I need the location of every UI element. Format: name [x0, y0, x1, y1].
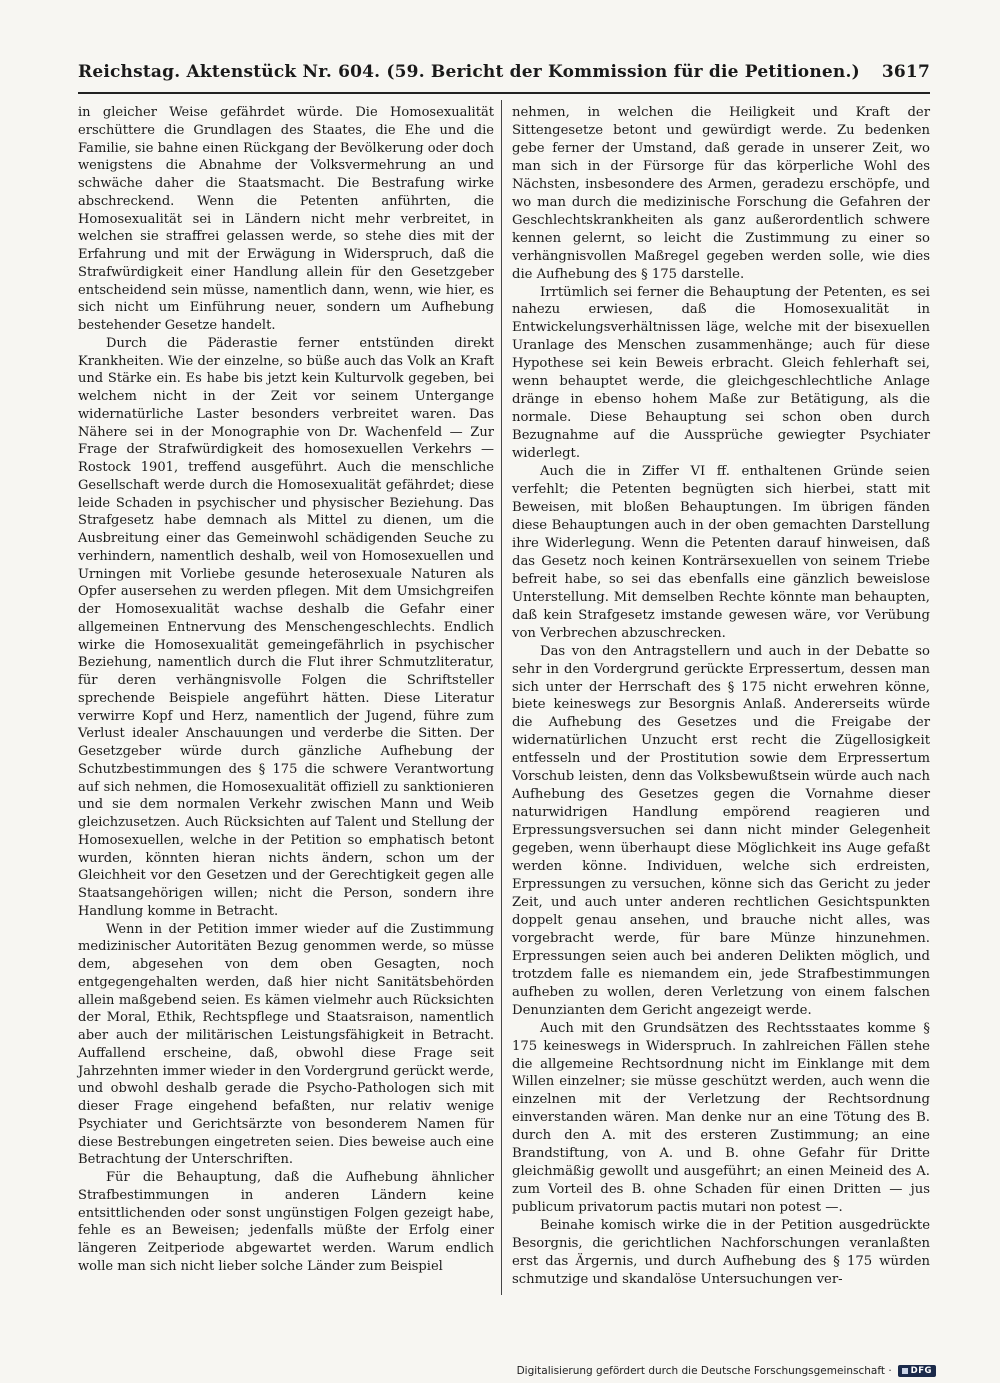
header-title: Reichstag. Aktenstück Nr. 604. (59. Bericht der Kommission für die Petitionen.): [78, 62, 860, 82]
paragraph: Durch die Päderastie ferner entstünden direkt Krankheiten. Wie der einzelne, so büße auch das Volk an Kraft und Stärke ein. Es habe bis jetzt kein Kulturvolk gegeben, bei welchem nicht in der Zeit vor seinem Untergange widernatürliche Laster besonders verbreitet waren. Das Nähere sei in der Monographie von Dr. Wachenfeld — Zur Frage der Strafwürdigkeit des homosexuellen Verkehrs — Rostock 1901, treffend ausgeführt. Auch die menschliche Gesellschaft werde durch die Homosexualität gefährdet; diese leide Schaden in psychischer und physischer Beziehung. Das Strafgesetz habe demnach als Mittel zu dienen, um die Ausbreitung einer das Gemeinwohl schädigenden Seuche zu verhindern, namentlich deshalb, weil von Homosexuellen und Urningen mit Vorliebe gesunde heterosexuale Naturen als Opfer ausersehen zu werden pflegen. Mit dem Umsichgreifen der Homosexualität wachse deshalb die Gefahr einer allgemeinen Entnervung des Menschengeschlechts. Endlich wirke die Homosexualität gemeingefährlich in psychischer Beziehung, namentlich durch die Flut ihrer Schmutzliteratur, für deren verhängnisvolle Folgen die Schriftsteller sprechende Beispiele angeführt hätten. Diese Literatur verwirre Kopf und Herz, namentlich der Jugend, führe zum Verlust idealer Anschauungen und verderbe die Sitten. Der Gesetzgeber würde durch gänzliche Aufhebung der Schutzbestimmungen des § 175 die schwere Verantwortung auf sich nehmen, die Homosexualität offiziell zu sanktionieren und sie dem normalen Verkehr zwischen Mann und Weib gleichzusetzen. Auch Rücksichten auf Talent und Stellung der Homosexuellen, welche in der Petition so emphatisch betont wurden, könnten hieran nichts ändern, schon um der Gleichheit vor den Gesetzen und der Gerechtigkeit gegen alle Staatsangehörigen willen; nicht die Person, sondern ihre Handlung komme in Betracht.: [78, 335, 494, 919]
column-divider: [501, 100, 502, 1295]
page-header: [78, 62, 930, 88]
paragraph: in gleicher Weise gefährdet würde. Die Homosexualität erschüttere die Grundlagen des Staates, die Ehe und die Familie, sie bahne einen Rückgang der Bevölkerung oder doch wenigstens die Abnahme der Volksvermehrung an und schwäche daher die Staatsmacht. Die Bestrafung wirke abschreckend. Wenn die Petenten anführten, die Homosexualität sei in Ländern nicht mehr verbreitet, in welchen sie straffrei gelassen werde, so stehe dies mit der Erfahrung und mit der Erwägung in Widerspruch, daß die Strafwürdigkeit einer Handlung allein für den Gesetzgeber entscheidend sein müsse, namentlich dann, wenn, wie hier, es sich nicht um Einführung neuer, sondern um Aufhebung bestehender Gesetze handelt.: [78, 105, 494, 333]
left-column: [78, 104, 494, 1276]
page-number: 3617: [881, 62, 930, 82]
paragraph: Wenn in der Petition immer wieder auf die Zustimmung medizinischer Autoritäten Bezug genommen werde, so müsse dem, abgesehen von dem oben Gesagten, noch entgegengehalten werden, daß hier nicht Sanitätsbehörden allein maßgebend seien. Es kämen vielmehr auch Rücksichten der Moral, Ethik, Rechtspflege und Staatsraison, namentlich aber auch der militärischen Leistungsfähigkeit in Betracht. Auffallend erscheine, daß, obwohl diese Frage seit Jahrzehnten immer wieder in den Vordergrund gerückt werde, und obwohl deshalb gerade die Psycho-Pathologen sich mit dieser Frage eingehend befaßten, nur relativ wenige Psychiater und Gerichtsärzte von besonderem Namen für diese Bestrebungen eingetreten seien. Dies beweise auch eine Betrachtung der Unterschriften.: [78, 921, 494, 1168]
paragraph: Irrtümlich sei ferner die Behauptung der Petenten, es sei nahezu erwiesen, daß die Homosexualität in Entwickelungsverhältnissen läge, welche mit der bisexuellen Uranlage des Menschen zusammenhänge; auch für diese Hypothese sei kein Beweis erbracht. Gleich fehlerhaft sei, wenn behauptet werde, die gleichgeschlechtliche Anlage dränge in ebenso hohem Maße zur Betätigung, als die normale. Diese Behauptung sei schon oben durch Bezugnahme auf die Aussprüche gewiegter Psychiater widerlegt.: [512, 284, 930, 462]
paragraph: Auch die in Ziffer VI ff. enthaltenen Gründe seien verfehlt; die Petenten begnügten sich hierbei, statt mit Beweisen, mit bloßen Behauptungen. Im übrigen fänden diese Behauptungen auch in der oben gemachten Darstellung ihre Widerlegung. Wenn die Petenten darauf hinweisen, daß das Gesetz noch keinen Konträrsexuellen von seinem Triebe befreit habe, so sei das ebenfalls eine gänzlich beweislose Unterstellung. Mit demselben Rechte könnte man behaupten, daß kein Strafgesetz imstande gewesen wäre, vor Verübung von Verbrechen abzuschrecken.: [512, 464, 930, 641]
footer-credit: Digitalisierung gefördert durch die Deutsche Forschungsgemeinschaft ·: [516, 1365, 892, 1377]
dfg-logo-icon: [898, 1365, 936, 1377]
paragraph: Das von den Antragstellern und auch in der Debatte so sehr in den Vordergrund gerückte Erpressertum, dessen man sich unter der Herrschaft des § 175 nicht erwehren könne, biete keineswegs zur Besorgnis Anlaß. Andererseits würde die Aufhebung des Gesetzes und die Freigabe der widernatürlichen Unzucht erst recht die Zügellosigkeit entfesseln und der Prostitution sowie dem Erpressertum Vorschub leisten, denn das Volksbewußtsein würde auch nach Aufhebung des Gesetzes gegen die Vornahme dieser naturwidrigen Handlung empörend reagieren und Erpressungsversuchen sei dann nicht minder Gelegenheit gegeben, wenn überhaupt diese Möglichkeit ins Auge gefaßt werden könne. Individuen, welche sich erdreisten, Erpressungen zu versuchen, könne sich das Gericht zu jeder Zeit, und auch unter anderen rechtlichen Gesichtspunkten doppelt genau ansehen, und brauche nicht alles, was vorgebracht werde, für bare Münze hinzunehmen. Erpressungen seien auch bei anderen Delikten möglich, und trotzdem falle es niemandem ein, jede Strafbestimmungen aufheben zu wollen, deren Verletzung von einem falschen Denunzianten dem Gericht angezeigt werde.: [512, 643, 930, 1018]
right-column: [512, 104, 930, 1289]
paragraph: nehmen, in welchen die Heiligkeit und Kraft der Sittengesetze betont und gewürdigt werde. Zu bedenken gebe ferner der Umstand, daß gerade in unserer Zeit, wo man sich in der Fürsorge für das körperliche Wohl des Nächsten, insbesondere des Armen, geradezu erschöpfe, und wo man durch die medizinische Forschung die Gefahren der Geschlechtskrankheiten als ganz außerordentlich schwere kennen gelernt, so leicht die Zustimmung zu einer so verhängnisvollen Maßregel gegeben werden solle, wie dies die Aufhebung des § 175 darstelle.: [512, 105, 930, 282]
paragraph: Für die Behauptung, daß die Aufhebung ähnlicher Strafbestimmungen in anderen Ländern keine entsittlichenden oder sonst ungünstigen Folgen gezeigt habe, fehle es an Beweisen; jedenfalls müßte der Erfolg einer längeren Zeitperiode abgewartet werden. Warum endlich wolle man sich nicht lieber solche Länder zum Beispiel: [78, 1170, 494, 1274]
footer: [517, 1364, 936, 1378]
paragraph: Auch mit den Grundsätzen des Rechtsstaates komme § 175 keineswegs in Widerspruch. In zahlreichen Fällen stehe die allgemeine Rechtsordnung nicht im Einklange mit dem Willen einzelner; sie müsse geschützt werden, auch wenn die einzelnen mit der Verletzung der Rechtsordnung einverstanden wären. Man denke nur an eine Tötung des B. durch den A. mit des ersteren Zustimmung; an eine Brandstiftung, von A. und B. ohne Gefahr für Dritte gleichmäßig gewollt und ausgeführt; an einen Meineid des A. zum Vorteil des B. ohne Schaden für einen Dritten — jus publicum privatorum pactis mutari non potest —.: [512, 1020, 930, 1216]
header-rule: [78, 92, 930, 94]
paragraph: Beinahe komisch wirke die in der Petition ausgedrückte Besorgnis, die gerichtlichen Nachforschungen veranlaßten erst das Ärgernis, und durch Aufhebung des § 175 würden schmutzige und skandalöse Untersuchungen ver-: [512, 1218, 930, 1287]
dfg-logo-text: DFG: [910, 1366, 932, 1376]
